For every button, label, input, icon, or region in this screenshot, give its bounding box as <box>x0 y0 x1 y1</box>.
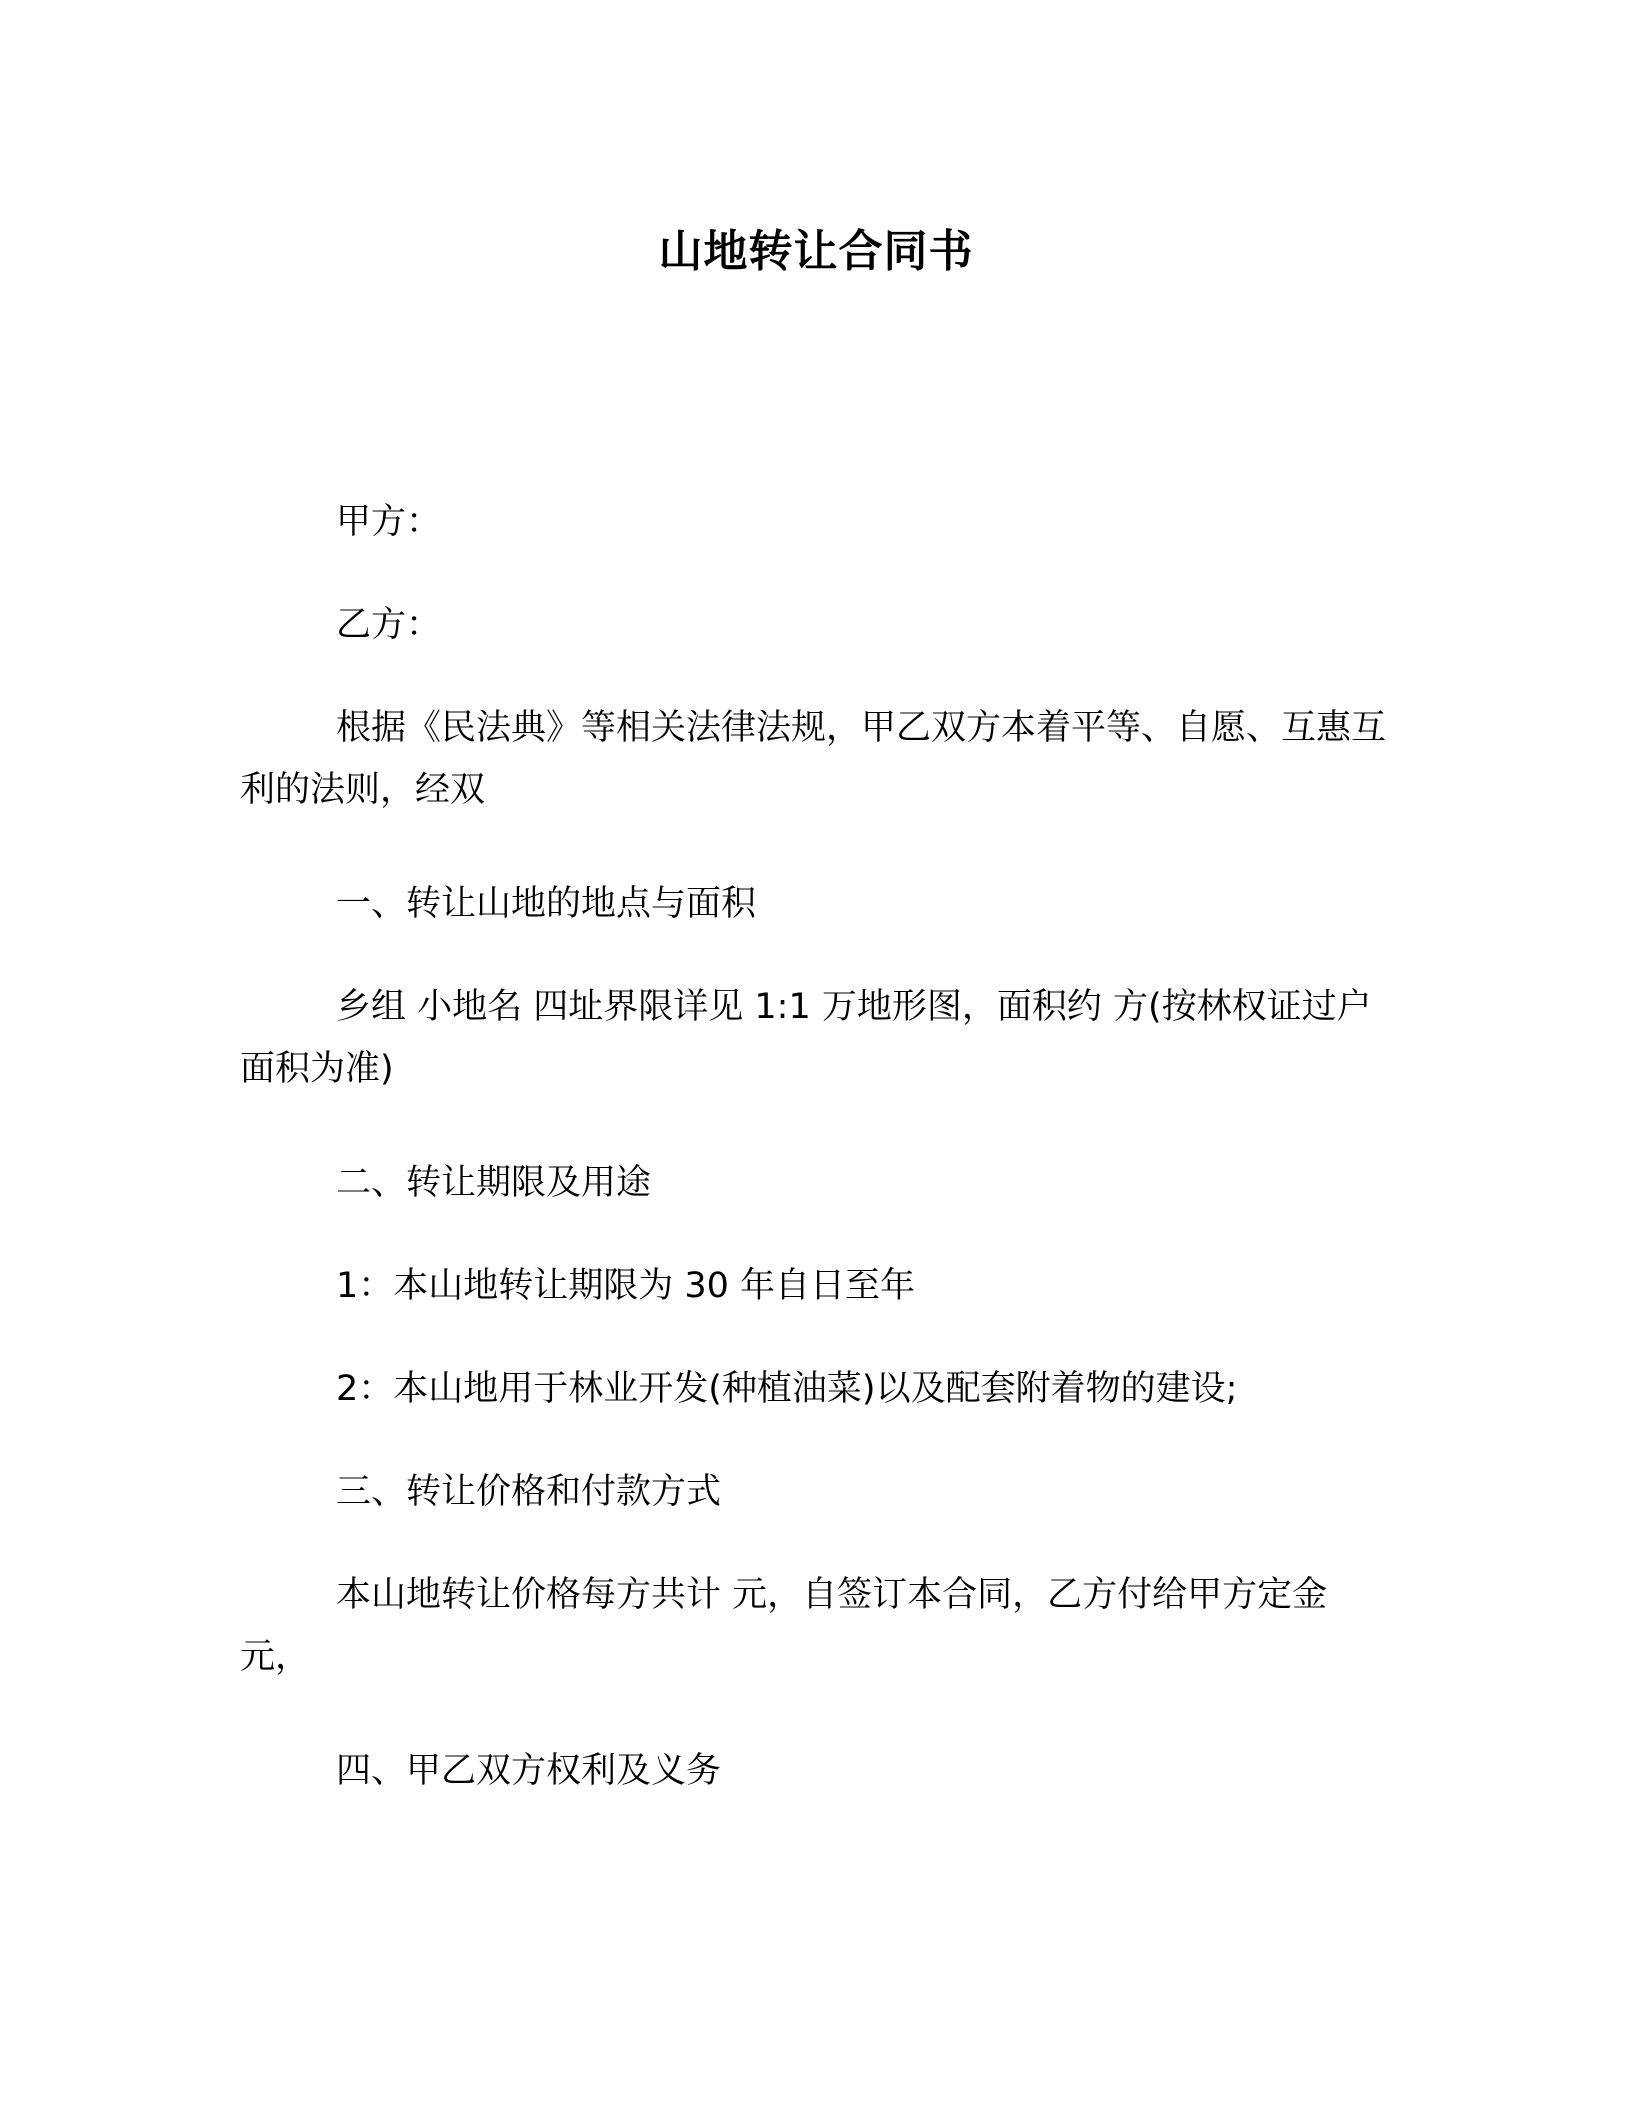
section-3-heading: 三、转让价格和付款方式 <box>336 1472 722 1512</box>
preamble-paragraph: 根据《民法典》等相关法律法规，甲乙双方本着平等、自愿、互惠互利的法则，经双 <box>240 708 1387 810</box>
section-2-item-2: 2：本山地用于林业开发(种植油菜)以及配套附着物的建设; <box>336 1369 1238 1409</box>
party-b-line: 乙方： <box>336 605 442 645</box>
section-3-body: 本山地转让价格每方共计 元，自签订本合同，乙方付给甲方定金 元， <box>240 1575 1328 1677</box>
section-1-body: 乡组 小地名 四址界限详见 1:1 万地形图，面积约 方(按林权证过户面积为准) <box>240 987 1372 1089</box>
section-4-heading: 四、甲乙双方权利及义务 <box>336 1751 722 1791</box>
section-2-heading: 二、转让期限及用途 <box>336 1163 652 1203</box>
party-a-line: 甲方： <box>336 502 442 542</box>
section-1-heading: 一、转让山地的地点与面积 <box>336 884 757 924</box>
document-title: 山地转让合同书 <box>658 226 974 277</box>
section-2-item-1: 1：本山地转让期限为 30 年自日至年 <box>336 1266 916 1306</box>
